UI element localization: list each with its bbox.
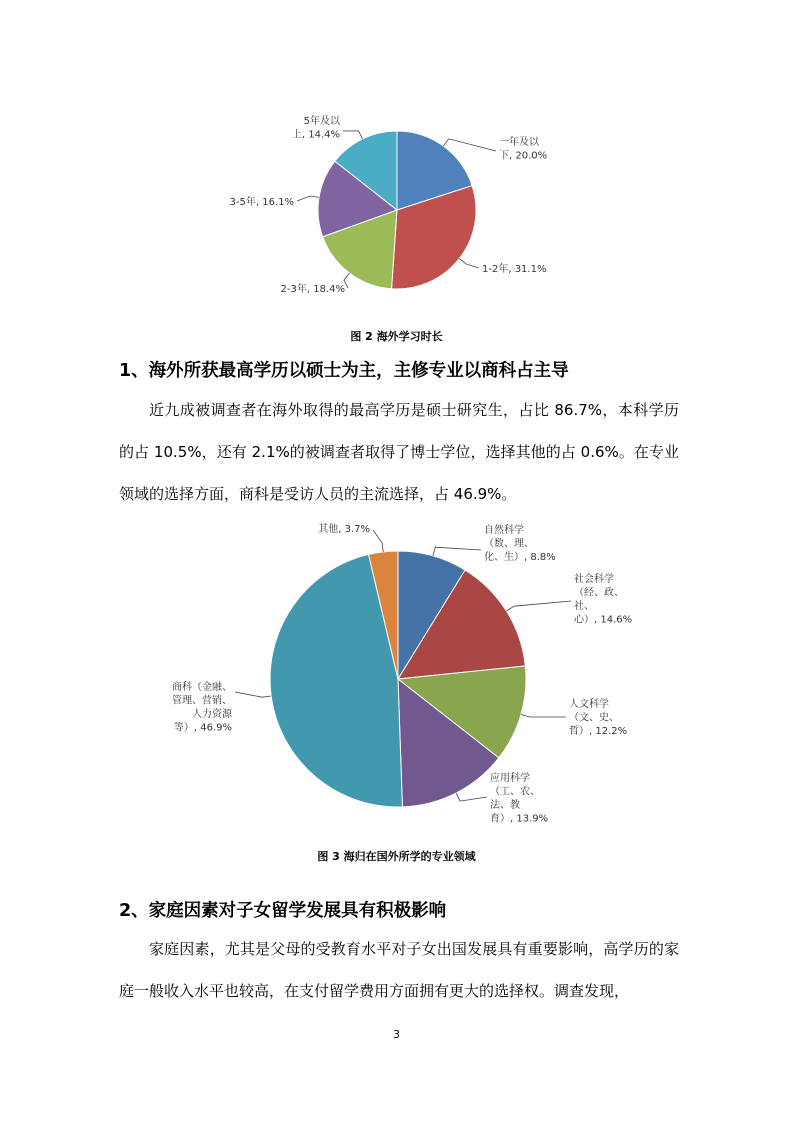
slice-label-line: 上, 14.4% [291,129,340,141]
slice-label [569,697,627,737]
section1-paragraph [119,389,679,515]
leader-line [235,692,271,697]
slice-label [230,195,294,208]
slice-label-line: 商科（金融、 [172,682,232,693]
section2-paragraph-text: 家庭因素，尤其是父母的受教育水平对子女出国发展具有重要影响，高学历的家庭一般收入水平也较高，在支付留学费用方面拥有更大的选择权。调查发现， [119,940,679,1000]
slice-label-line: 心）, 14.6% [574,614,633,626]
pie-chart-major-fields [172,522,632,825]
section1-paragraph-text: 近九成被调查者在海外取得的最高学历是硕士研究生，占比 86.7%，本科学历的占 10.5%，还有 2.1%的被调查者取得了博士学位，选择其他的占 0.6%。在专业领域的选择方面，商科是受访人员的主流选择，占 46.9%。 [119,401,679,503]
slice-label [482,262,546,275]
figure3-caption: 图 3 海归在国外所学的专业领域 [317,850,476,863]
pie-chart-study-duration [230,114,548,295]
slice-label-line: 其他, 3.7% [318,524,370,535]
slice-label-line: 化、生）, 8.8% [484,552,556,563]
leader-line [521,715,566,718]
slice-label-line: 法、教 [490,800,520,811]
slice-label-line: 下, 20.0% [499,150,548,162]
slice-label-line: （文、史、 [569,712,619,724]
section1-heading: 1、海外所获最高学历以硕士为主，主修专业以商科占主导 [119,361,569,381]
slice-label [281,282,345,295]
leader-line [297,196,319,201]
slice-label-line: 社、 [574,601,594,612]
slice-label-line: 1-2年, 31.1% [482,264,547,275]
slice-label-line: 人文科学 [569,699,609,710]
slice-label-line: 等）, 46.9% [173,722,232,734]
slice-label [499,135,547,162]
slice-label-line: 3-5年, 16.1% [229,197,294,208]
slice-label-line: 应用科学 [490,773,530,784]
slice-label-line: 自然科学 [484,525,524,536]
figure2-caption: 图 2 海外学习时长 [350,330,443,343]
leader-line [459,259,479,268]
slice-label-line: （经、政、 [574,587,624,599]
slice-label-line: 人力资源 [192,709,232,720]
leader-line [343,131,363,139]
section2-paragraph [119,928,679,1012]
page-number: 3 [393,1028,400,1041]
leader-line [506,601,571,611]
slice-label-line: 育）, 13.9% [490,813,549,825]
slice-label [172,680,233,734]
slice-label-line: （工、农、 [490,786,540,798]
section2-heading: 2、家庭因素对子女留学发展具有积极影响 [119,901,447,921]
slice-label-line: 社会科学 [574,574,614,585]
leader-line [443,139,496,151]
slice-label-line: 哲）, 12.2% [569,726,628,737]
leader-line [456,793,487,801]
leader-line [433,547,481,556]
slice-label-line: 2-3年, 18.4% [280,284,345,295]
slice-label [484,523,556,563]
slice-label [292,114,341,141]
slice-label [318,522,370,535]
slice-label-line: 5年及以 [303,116,340,127]
slice-label [574,572,632,626]
leader-line [373,530,383,552]
slice-label-line: 管理、营销、 [172,695,232,707]
slice-label-line: 一年及以 [499,137,539,148]
slice-label-line: （数、理、 [484,538,534,550]
slice-label [490,771,548,825]
